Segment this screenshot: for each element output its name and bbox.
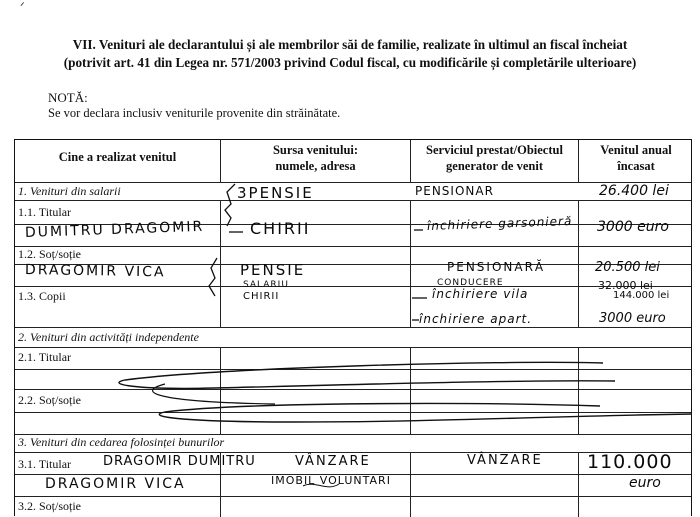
section-title-line2: (potrivit art. 41 din Legea nr. 571/2003 privind Codul fiscal, cu modificările și completările ulterioare) xyxy=(63,55,637,70)
note-title: NOTĂ: xyxy=(48,90,88,105)
handwritten-spouse-income-2: 32.000 lei xyxy=(598,279,653,292)
row-label-spouse: 3.2. Soț/soție xyxy=(18,499,82,513)
handwritten-property-service: VÂNZARE xyxy=(467,453,543,468)
handwritten-titular-income-2: 3000 euro xyxy=(597,219,669,235)
row-label-spouse: 2.2. Soț/soție xyxy=(18,393,82,407)
handwritten-property-spouse-name: DRAGOMIR VICA xyxy=(45,476,186,492)
handwritten-property-source-2: IMOBIL VOLUNTARI xyxy=(271,474,391,487)
pen-strokes xyxy=(15,140,693,517)
handwritten-titular-income-1: 26.400 lei xyxy=(599,183,669,199)
header-service-line1: Serviciul prestat/Obiectul xyxy=(426,143,563,157)
cross-out-loop-3 xyxy=(159,404,691,422)
row-label-titular: 1.1. Titular xyxy=(18,205,72,219)
section-label-independent: 2. Venituri din activități independente xyxy=(18,330,199,344)
handwritten-titular-source-2: CHIRII xyxy=(250,219,311,238)
handwritten-titular-source-1: 3PENSIE xyxy=(237,184,314,202)
handwritten-titular-service-2: închiriere garsonieră xyxy=(426,213,573,233)
row-label-titular: 2.1. Titular xyxy=(18,350,72,364)
section-title-line1: VII. Venituri ale declarantului și ale membrilor săi de familie, realizate în ultimul an fiscal încheiat xyxy=(72,37,628,52)
handwritten-spouse-income-4: 3000 euro xyxy=(599,311,666,326)
header-source-line2: numele, adresa xyxy=(275,159,356,173)
wave-stroke xyxy=(303,484,339,487)
row-label-spouse: 1.2. Soț/soție xyxy=(18,247,82,261)
handwritten-property-titular-name: DRAGOMIR DUMITRU xyxy=(103,454,256,469)
handwritten-titular-name: DUMITRU DRAGOMIR xyxy=(24,218,205,241)
header-income-line2: încasat xyxy=(617,159,655,173)
handwritten-spouse-source-3: CHIRII xyxy=(243,291,280,302)
handwritten-spouse-income-1: 20.500 lei xyxy=(595,260,660,275)
handwritten-spouse-name: DRAGOMIR VICA xyxy=(24,262,166,281)
header-who: Cine a realizat venitul xyxy=(58,150,177,164)
cross-out-loop-1 xyxy=(119,362,615,388)
handwritten-spouse-service-2: CONDUCERE xyxy=(437,278,504,288)
handwritten-property-source: VÂNZARE xyxy=(295,454,371,469)
row-label-titular: 3.1. Titular xyxy=(18,457,72,471)
handwritten-spouse-source-2: SALARIU xyxy=(243,280,289,290)
handwritten-titular-service-1: PENSIONAR xyxy=(415,184,494,198)
handwritten-spouse-income-3: 144.000 lei xyxy=(613,290,670,301)
row-label-children: 1.3. Copii xyxy=(18,289,66,303)
handwritten-property-income-2: euro xyxy=(629,475,661,491)
header-service-line2: generator de venit xyxy=(446,159,543,173)
bracket-stroke xyxy=(225,184,235,226)
handwritten-spouse-service-3: închiriere vila xyxy=(432,287,529,301)
note-text: Se vor declara inclusiv veniturile provenite din străinătate. xyxy=(48,106,341,120)
section-heading xyxy=(0,36,700,72)
handwritten-spouse-source-1: PENSIE xyxy=(240,261,306,279)
corner-mark: ᐟ xyxy=(20,1,25,13)
header-income-line1: Venitul anual xyxy=(600,143,672,157)
bracket-stroke xyxy=(209,258,217,296)
income-table xyxy=(14,139,692,516)
section-label-property-use: 3. Venituri din cedarea folosinței bunurilor xyxy=(18,435,225,449)
handwritten-spouse-service-4: închiriere apart. xyxy=(419,312,533,326)
handwritten-property-income-1: 110.000 xyxy=(587,451,673,473)
handwritten-spouse-service-1: PENSIONARĂ xyxy=(447,260,546,274)
section-label-salaries: 1. Venituri din salarii xyxy=(18,184,121,198)
header-source-line1: Sursa venitului: xyxy=(272,143,359,157)
